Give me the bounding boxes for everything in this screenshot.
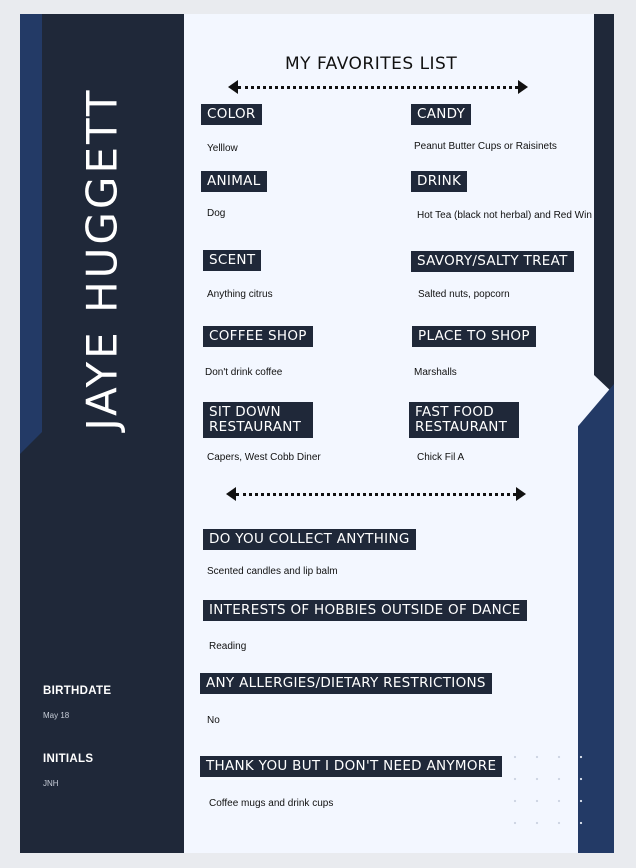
place-to-shop-label: PLACE TO SHOP — [412, 326, 536, 347]
place-to-shop-value: Marshalls — [414, 367, 457, 378]
savory-label: SAVORY/SALTY TREAT — [411, 251, 574, 272]
dot-pattern — [504, 746, 584, 836]
interests-value: Reading — [209, 641, 247, 652]
coffee-shop-value: Don't drink coffee — [205, 367, 283, 378]
person-name: JAYE HUGGETT — [77, 87, 127, 431]
drink-value: Hot Tea (black not herbal) and Red Win — [417, 210, 592, 221]
allergies-label: ANY ALLERGIES/DIETARY RESTRICTIONS — [200, 673, 492, 694]
interests-label: INTERESTS OF HOBBIES OUTSIDE OF DANCE — [203, 600, 527, 621]
double-arrow-divider-middle — [226, 487, 526, 501]
sit-down-restaurant-label: SIT DOWN RESTAURANT — [203, 402, 313, 438]
animal-label: ANIMAL — [201, 171, 267, 192]
initials-value: JNH — [43, 779, 59, 788]
collect-anything-value: Scented candles and lip balm — [207, 566, 338, 577]
left-sidebar — [20, 14, 184, 853]
arrow-left-icon — [226, 487, 236, 501]
double-arrow-divider-top — [228, 80, 528, 94]
drink-label: DRINK — [411, 171, 467, 192]
sidebar-accent — [20, 14, 42, 454]
scent-label: SCENT — [203, 250, 261, 271]
right-dark-accent — [594, 14, 614, 394]
coffee-shop-label: COFFEE SHOP — [203, 326, 313, 347]
candy-label: CANDY — [411, 104, 471, 125]
candy-value: Peanut Butter Cups or Raisinets — [414, 141, 557, 152]
page-title: MY FAVORITES LIST — [285, 54, 458, 74]
dotted-line — [238, 86, 518, 89]
savory-value: Salted nuts, popcorn — [418, 289, 510, 300]
color-value: Yelllow — [207, 143, 238, 154]
fast-food-restaurant-value: Chick Fil A — [417, 452, 465, 463]
sit-down-restaurant-value: Capers, West Cobb Diner — [207, 452, 321, 463]
color-label: COLOR — [201, 104, 262, 125]
allergies-value: No — [207, 715, 220, 726]
dotted-line — [236, 493, 516, 496]
arrow-right-icon — [518, 80, 528, 94]
animal-value: Dog — [207, 208, 226, 219]
arrow-left-icon — [228, 80, 238, 94]
arrow-right-icon — [516, 487, 526, 501]
birthdate-value: May 18 — [43, 711, 70, 720]
thank-you-value: Coffee mugs and drink cups — [209, 798, 334, 809]
initials-label: INITIALS — [43, 753, 94, 765]
birthdate-label: BIRTHDATE — [43, 685, 112, 697]
thank-you-label: THANK YOU BUT I DON'T NEED ANYMORE — [200, 756, 502, 777]
fast-food-restaurant-label: FAST FOOD RESTAURANT — [409, 402, 519, 438]
favorites-page — [20, 14, 614, 853]
scent-value: Anything citrus — [207, 289, 273, 300]
collect-anything-label: DO YOU COLLECT ANYTHING — [203, 529, 416, 550]
